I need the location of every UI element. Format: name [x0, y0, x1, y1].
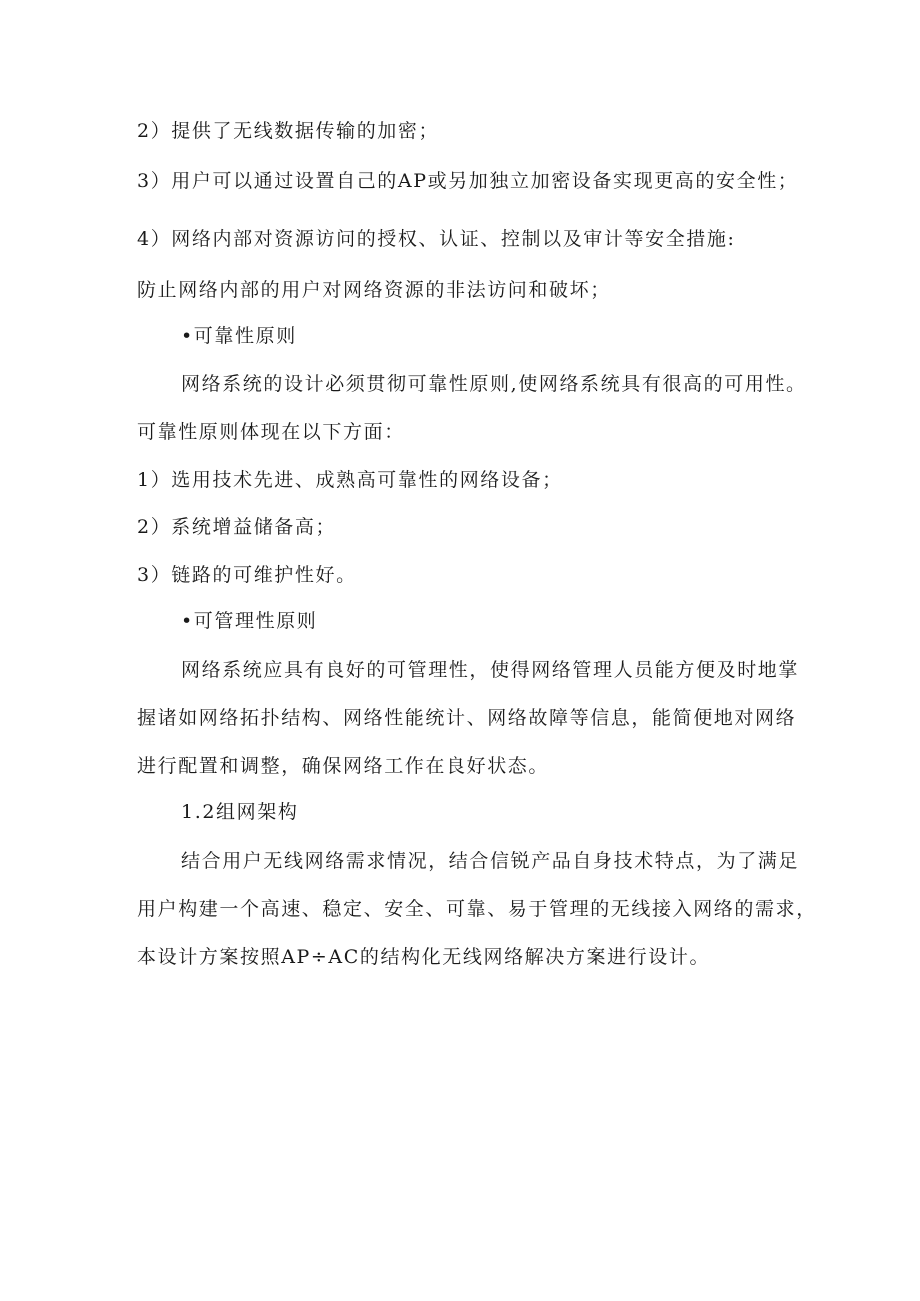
- section-heading-reliability: •可靠性原则: [181, 325, 297, 347]
- paragraph-prevent-illegal-access: 防止网络内部的用户对网络资源的非法访问和破坏；: [137, 279, 611, 301]
- list-item-4-internal-security: 4）网络内部对资源访问的授权、认证、控制以及审计等安全措施:: [137, 228, 736, 250]
- paragraph-manageability-line-2: 握诸如网络拓扑结构、网络性能统计、网络故障等信息，能简便地对网络: [137, 707, 797, 729]
- paragraph-reliability-line-2: 可靠性原则体现在以下方面：: [137, 421, 405, 443]
- paragraph-manageability-line-1: 网络系统应具有良好的可管理性，使得网络管理人员能方便及时地掌: [181, 659, 800, 681]
- section-heading-manageability: •可管理性原则: [181, 610, 318, 632]
- section-heading-network-architecture: 1.2组网架构: [181, 801, 299, 823]
- list-item-3-link-maintainability: 3）链路的可维护性好。: [137, 564, 357, 586]
- paragraph-manageability-line-3: 进行配置和调整，确保网络工作在良好状态。: [137, 755, 550, 777]
- paragraph-architecture-line-3: 本设计方案按照AP÷AC的结构化无线网络解决方案进行设计。: [137, 946, 711, 968]
- list-item-1-advanced-devices: 1）选用技术先进、成熟高可靠性的网络设备；: [137, 469, 563, 491]
- paragraph-architecture-line-2: 用户构建一个高速、稳定、安全、可靠、易于管理的无线接入网络的需求，: [137, 898, 817, 920]
- paragraph-reliability-line-1: 网络系统的设计必须贯彻可靠性原则,使网络系统具有很高的可用性。: [181, 373, 807, 395]
- list-item-2-encryption: 2）提供了无线数据传输的加密；: [137, 120, 440, 142]
- paragraph-architecture-line-1: 结合用户无线网络需求情况，结合信锐产品自身技术特点，为了满足: [181, 850, 800, 872]
- list-item-3-user-ap: 3）用户可以通过设置自己的AP或另加独立加密设备实现更高的安全性；: [137, 170, 799, 192]
- list-item-2-gain-reserve: 2）系统增益储备高；: [137, 516, 337, 538]
